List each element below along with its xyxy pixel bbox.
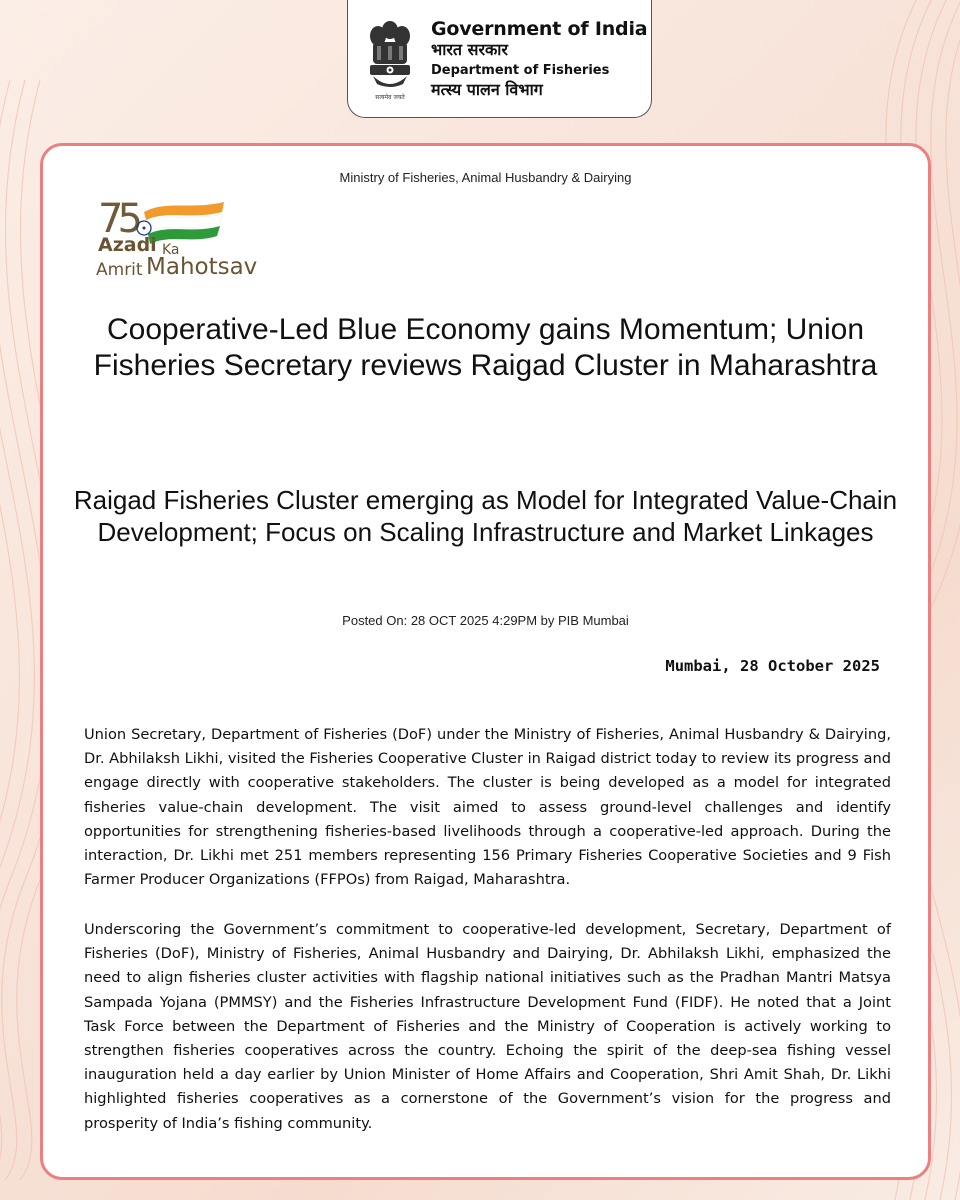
akam-amrit: Amrit — [96, 260, 143, 280]
body-paragraph-1: Union Secretary, Department of Fisheries (DoF) under the Ministry of Fisheries, Animal Husbandry & Dairying, Dr. Abhilaksh Likhi, visited the Fisheries Cooperative Cluster in Raigad district today to review its progress and engage directly with cooperative stakeholders. The cluster is being developed as a model for integrated fisheries value-chain development. The visit aimed to assess ground-level challenges and identify opportunities for strengthening fisheries-based livelihoods through a cooperative-led approach. During the interaction, Dr. Likhi met 251 members representing 156 Primary Fisheries Cooperative Societies and 9 Fish Farmer Producer Organizations (FFPOs) from Raigad, Maharashtra. — [84, 726, 892, 889]
government-header — [347, 0, 652, 118]
dept-name-hi: मत्स्य पालन विभाग — [431, 80, 543, 99]
body-paragraph-2: Underscoring the Government’s commitment to cooperative-led development, Secretary, Department of Fisheries (DoF), Ministry of Fisheries, Animal Husbandry and Dairying, Dr. Abhilaksh Likhi, emphasized the need to align fisheries cluster activities with flagship national initiatives such as the Pradhan Mantri Matsya Sampada Yojana (PMMSY) and the Fisheries Infrastructure Development Fund (FIDF). He noted that a Joint Task Force between the Department of Fisheries and the Ministry of Cooperation is actively working to strengthen fisheries cooperatives across the country. Echoing the spirit of the deep-sea fishing vessel inauguration held a day earlier by Union Minister of Home Affairs and Cooperation, Shri Amit Shah, Dr. Likhi highlighted fisheries cooperatives as a cornerstone of the Government’s vision for the progress and prosperity of India’s fishing community. — [84, 921, 891, 1132]
akam-number: 75 — [98, 196, 137, 242]
page-title: Cooperative-Led Blue Economy gains Momentum; Union Fisheries Secretary reviews Raigad Cluster in Maharashtra — [93, 313, 878, 382]
page-subtitle: Raigad Fisheries Cluster emerging as Model for Integrated Value-Chain Development; Focus on Scaling Infrastructure and Market Linkages — [73, 485, 898, 547]
gov-name-en: Government of India — [431, 18, 648, 40]
national-emblem-icon — [365, 16, 415, 102]
akam-mahotsav: Mahotsav — [146, 254, 258, 280]
emblem-motto: सत्यमेव जयते — [375, 94, 405, 101]
akam-azadi: Azadi — [98, 234, 157, 256]
gov-name-hi: भारत सरकार — [431, 40, 508, 59]
ministry-name: Ministry of Fisheries, Animal Husbandry & Dairying — [339, 170, 632, 185]
dateline: Mumbai, 28 October 2025 — [665, 657, 880, 675]
dept-name-en: Department of Fisheries — [431, 63, 610, 78]
header-text-block — [431, 18, 647, 100]
posted-on: Posted On: 28 OCT 2025 4:29PM by PIB Mumbai — [342, 613, 629, 628]
akam-ka: Ka — [162, 242, 180, 258]
press-release-card — [40, 143, 931, 1180]
azadi-ka-amrit-mahotsav-logo — [96, 190, 266, 290]
